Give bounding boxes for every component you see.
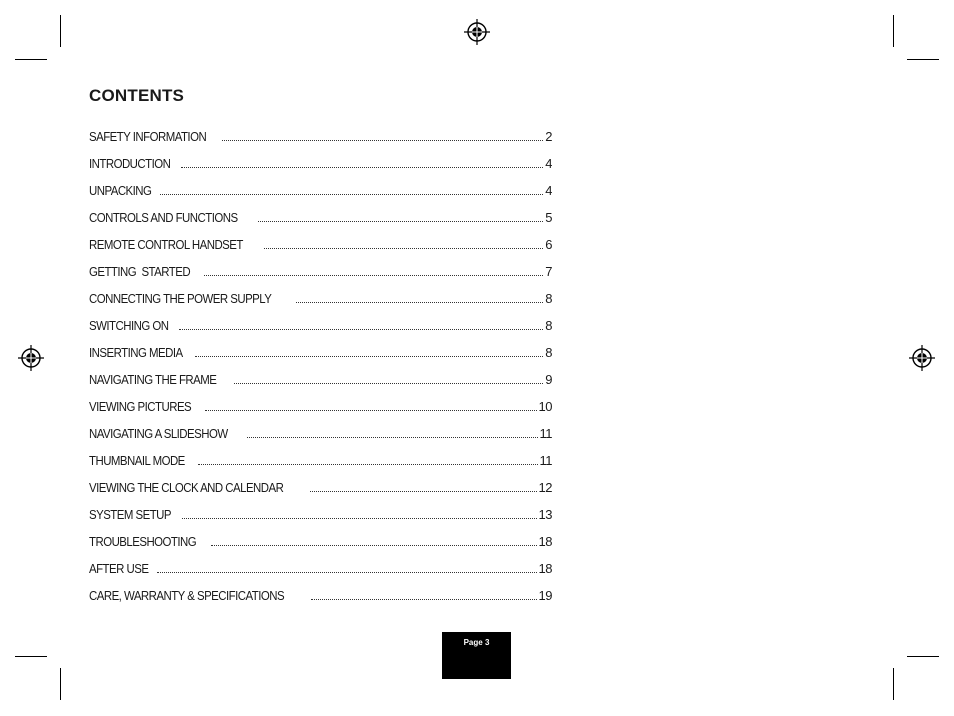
toc-entry[interactable] xyxy=(89,387,552,414)
toc-dot-leader xyxy=(234,383,544,384)
toc-entry[interactable] xyxy=(89,441,552,468)
crop-mark-top-right-horizontal xyxy=(907,59,939,60)
toc-entry-page: 11 xyxy=(539,453,552,468)
toc-entry-page: 18 xyxy=(538,561,552,576)
crop-mark-bottom-right-vertical xyxy=(893,668,894,700)
toc-entry-page: 19 xyxy=(538,588,552,603)
registration-mark-right-icon xyxy=(909,345,935,371)
crop-mark-bottom-right-horizontal xyxy=(907,656,939,657)
toc-entry-page: 12 xyxy=(538,480,552,495)
toc-entry-title: CONTROLS AND FUNCTIONS xyxy=(89,210,238,225)
toc-dot-leader xyxy=(179,329,543,330)
toc-entry-page: 13 xyxy=(538,507,552,522)
toc-entry-page: 5 xyxy=(545,210,552,225)
toc-entry-title: REMOTE CONTROL HANDSET xyxy=(89,237,243,252)
toc-dot-leader xyxy=(198,464,538,465)
toc-entry-page: 10 xyxy=(538,399,552,414)
toc-entry[interactable] xyxy=(89,198,552,225)
contents-heading: CONTENTS xyxy=(89,86,185,105)
toc-entry-page: 4 xyxy=(545,183,552,198)
page-number-label: Page 3 xyxy=(463,638,490,647)
toc-dot-leader xyxy=(247,437,538,438)
crop-mark-bottom-left-vertical xyxy=(60,668,61,700)
toc-entry-title: NAVIGATING THE FRAME xyxy=(89,372,217,387)
toc-dot-leader xyxy=(311,599,537,600)
toc-entry-page: 8 xyxy=(545,345,552,360)
toc-entry-page: 8 xyxy=(545,318,552,333)
toc-entry-title: INTRODUCTION xyxy=(89,156,171,171)
toc-entry[interactable] xyxy=(89,495,552,522)
toc-entry[interactable] xyxy=(89,576,552,603)
toc-entry-title: TROUBLESHOOTING xyxy=(89,534,197,549)
toc-entry[interactable] xyxy=(89,117,552,144)
toc-entry[interactable] xyxy=(89,144,552,171)
toc-dot-leader xyxy=(204,275,543,276)
toc-entry-page: 9 xyxy=(545,372,552,387)
toc-dot-leader xyxy=(181,167,543,168)
toc-entry-page: 2 xyxy=(545,129,552,144)
toc-dot-leader xyxy=(296,302,543,303)
toc-entry-title: INSERTING MEDIA xyxy=(89,345,183,360)
registration-mark-left-icon xyxy=(18,345,44,371)
toc-entry-title: AFTER USE xyxy=(89,561,149,576)
toc-dot-leader xyxy=(157,572,537,573)
toc-entry-page: 7 xyxy=(545,264,552,279)
toc-entry-title: SWITCHING ON xyxy=(89,318,169,333)
crop-mark-top-left-horizontal xyxy=(15,59,47,60)
toc-entry[interactable] xyxy=(89,225,552,252)
toc-dot-leader xyxy=(211,545,537,546)
toc-dot-leader xyxy=(264,248,543,249)
toc-dot-leader xyxy=(222,140,543,141)
crop-mark-bottom-left-horizontal xyxy=(15,656,47,657)
toc-entry[interactable] xyxy=(89,333,552,360)
toc-entry-title: VIEWING THE CLOCK AND CALENDAR xyxy=(89,480,284,495)
toc-dot-leader xyxy=(310,491,537,492)
toc-entry[interactable] xyxy=(89,468,552,495)
toc-entry[interactable] xyxy=(89,306,552,333)
toc-dot-leader xyxy=(258,221,543,222)
toc-entry-title: CONNECTING THE POWER SUPPLY xyxy=(89,291,272,306)
toc-entry[interactable] xyxy=(89,522,552,549)
toc-entry-page: 11 xyxy=(539,426,552,441)
toc-entry-page: 8 xyxy=(545,291,552,306)
toc-dot-leader xyxy=(160,194,543,195)
toc-entry-title: CARE, WARRANTY & SPECIFICATIONS xyxy=(89,588,285,603)
toc-entry-page: 18 xyxy=(538,534,552,549)
toc-entry[interactable] xyxy=(89,360,552,387)
toc-entry[interactable] xyxy=(89,171,552,198)
toc-dot-leader xyxy=(195,356,543,357)
registration-mark-top-icon xyxy=(464,19,490,45)
toc-entry-title: VIEWING PICTURES xyxy=(89,399,192,414)
toc-entry-page: 6 xyxy=(545,237,552,252)
page-number-tab xyxy=(442,632,511,679)
toc-entry-title: SYSTEM SETUP xyxy=(89,507,172,522)
toc-entry[interactable] xyxy=(89,252,552,279)
toc-entry-title: SAFETY INFORMATION xyxy=(89,129,207,144)
table-of-contents xyxy=(89,117,552,603)
toc-dot-leader xyxy=(182,518,536,519)
toc-entry[interactable] xyxy=(89,414,552,441)
toc-entry[interactable] xyxy=(89,279,552,306)
toc-entry-title: NAVIGATING A SLIDESHOW xyxy=(89,426,228,441)
crop-mark-top-right-vertical xyxy=(893,15,894,47)
toc-entry-page: 4 xyxy=(545,156,552,171)
crop-mark-top-left-vertical xyxy=(60,15,61,47)
toc-entry-title: THUMBNAIL MODE xyxy=(89,453,185,468)
toc-entry[interactable] xyxy=(89,549,552,576)
toc-entry-title: UNPACKING xyxy=(89,183,152,198)
toc-entry-title: GETTING STARTED xyxy=(89,264,191,279)
toc-dot-leader xyxy=(205,410,536,411)
